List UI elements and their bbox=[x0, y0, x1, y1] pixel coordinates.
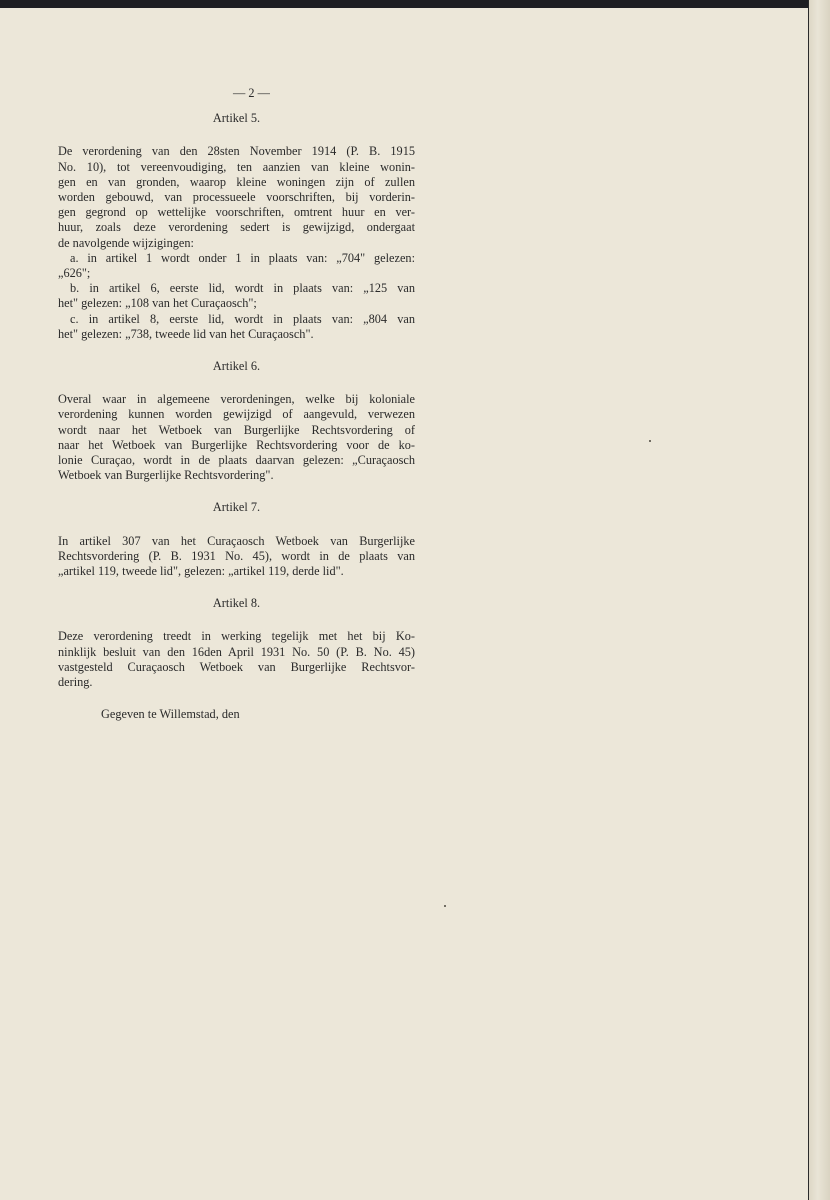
reverse-side-bleed-through: ⠀ bbox=[500, 82, 521, 111]
text-line: Deze verordening treedt in werking tegelijk met het bij Ko- bbox=[58, 629, 415, 644]
article-paragraph bbox=[58, 534, 415, 580]
text-line: verordening kunnen worden gewijzigd of aangevuld, verwezen bbox=[58, 407, 415, 422]
text-line: Rechtsvordering (P. B. 1931 No. 45), wordt in de plaats van bbox=[58, 548, 415, 563]
page-number: — 2 — bbox=[233, 86, 270, 100]
text-line: c. in artikel 8, eerste lid, wordt in plaats van: „804 van bbox=[70, 311, 415, 326]
closing-line: Gegeven te Willemstad, den bbox=[101, 707, 240, 722]
text-line: Overal waar in algemeene verordeningen, welke bij koloniale bbox=[58, 392, 415, 407]
text-line: „artikel 119, tweede lid", gelezen: „artikel 119, derde lid". bbox=[58, 564, 344, 579]
article-paragraph bbox=[58, 392, 415, 483]
text-line: dering. bbox=[58, 675, 93, 690]
text-line: worden gebouwd, van processueele voorschriften, bij vorderin- bbox=[58, 190, 415, 205]
text-column bbox=[58, 86, 415, 723]
text-line: vastgesteld Curaçaosch Wetboek van Burgerlijke Rechtsvor- bbox=[58, 659, 415, 674]
article-heading: Artikel 5. bbox=[212, 111, 261, 126]
text-line: naar het Wetboek van Burgerlijke Rechtsvordering voor de ko- bbox=[58, 437, 415, 452]
text-line: In artikel 307 van het Curaçaosch Wetboek van Burgerlijke bbox=[58, 533, 415, 548]
article-7 bbox=[58, 500, 415, 579]
paper-speck bbox=[649, 440, 651, 442]
document-page bbox=[0, 8, 808, 1200]
text-line: „626"; bbox=[58, 266, 91, 281]
text-line: gen en van gronden, waarop kleine woningen zijn of zullen bbox=[58, 174, 415, 189]
text-line: lonie Curaçao, wordt in de plaats daarvan gelezen: „Curaçaosch bbox=[58, 453, 415, 468]
text-line: het" gelezen: „738, tweede lid van het Curaçaosch". bbox=[58, 326, 314, 341]
text-line: a. in artikel 1 wordt onder 1 in plaats van: „704" gelezen: bbox=[70, 250, 415, 265]
text-line: de navolgende wijzigingen: bbox=[58, 235, 194, 250]
article-6 bbox=[58, 359, 415, 483]
article-paragraph bbox=[58, 144, 415, 342]
text-line: Wetboek van Burgerlijke Rechtsvordering". bbox=[58, 468, 274, 483]
article-heading: Artikel 7. bbox=[212, 500, 261, 515]
text-line: huur, zoals deze verordening sedert is gewijzigd, ondergaat bbox=[58, 220, 415, 235]
text-line: gen gegrond op wettelijke voorschriften, omtrent huur en ver- bbox=[58, 205, 415, 220]
text-line: De verordening van den 28sten November 1914 (P. B. 1915 bbox=[58, 144, 415, 159]
article-5 bbox=[58, 111, 415, 342]
text-line: No. 10), tot vereenvoudiging, ten aanzien van kleine wonin- bbox=[58, 159, 415, 174]
text-line: ninklijk besluit van den 16den April 1931 No. 50 (P. B. No. 45) bbox=[58, 644, 415, 659]
text-line: wordt naar het Wetboek van Burgerlijke Rechtsvordering of bbox=[58, 422, 415, 437]
paper-speck bbox=[444, 905, 446, 907]
text-line: b. in artikel 6, eerste lid, wordt in plaats van: „125 van bbox=[70, 281, 415, 296]
page-edge bbox=[808, 0, 830, 1200]
text-line: het" gelezen: „108 van het Curaçaosch"; bbox=[58, 296, 257, 311]
article-8 bbox=[58, 596, 415, 690]
article-heading: Artikel 6. bbox=[212, 359, 261, 374]
article-paragraph bbox=[58, 629, 415, 690]
article-heading: Artikel 8. bbox=[212, 596, 261, 611]
